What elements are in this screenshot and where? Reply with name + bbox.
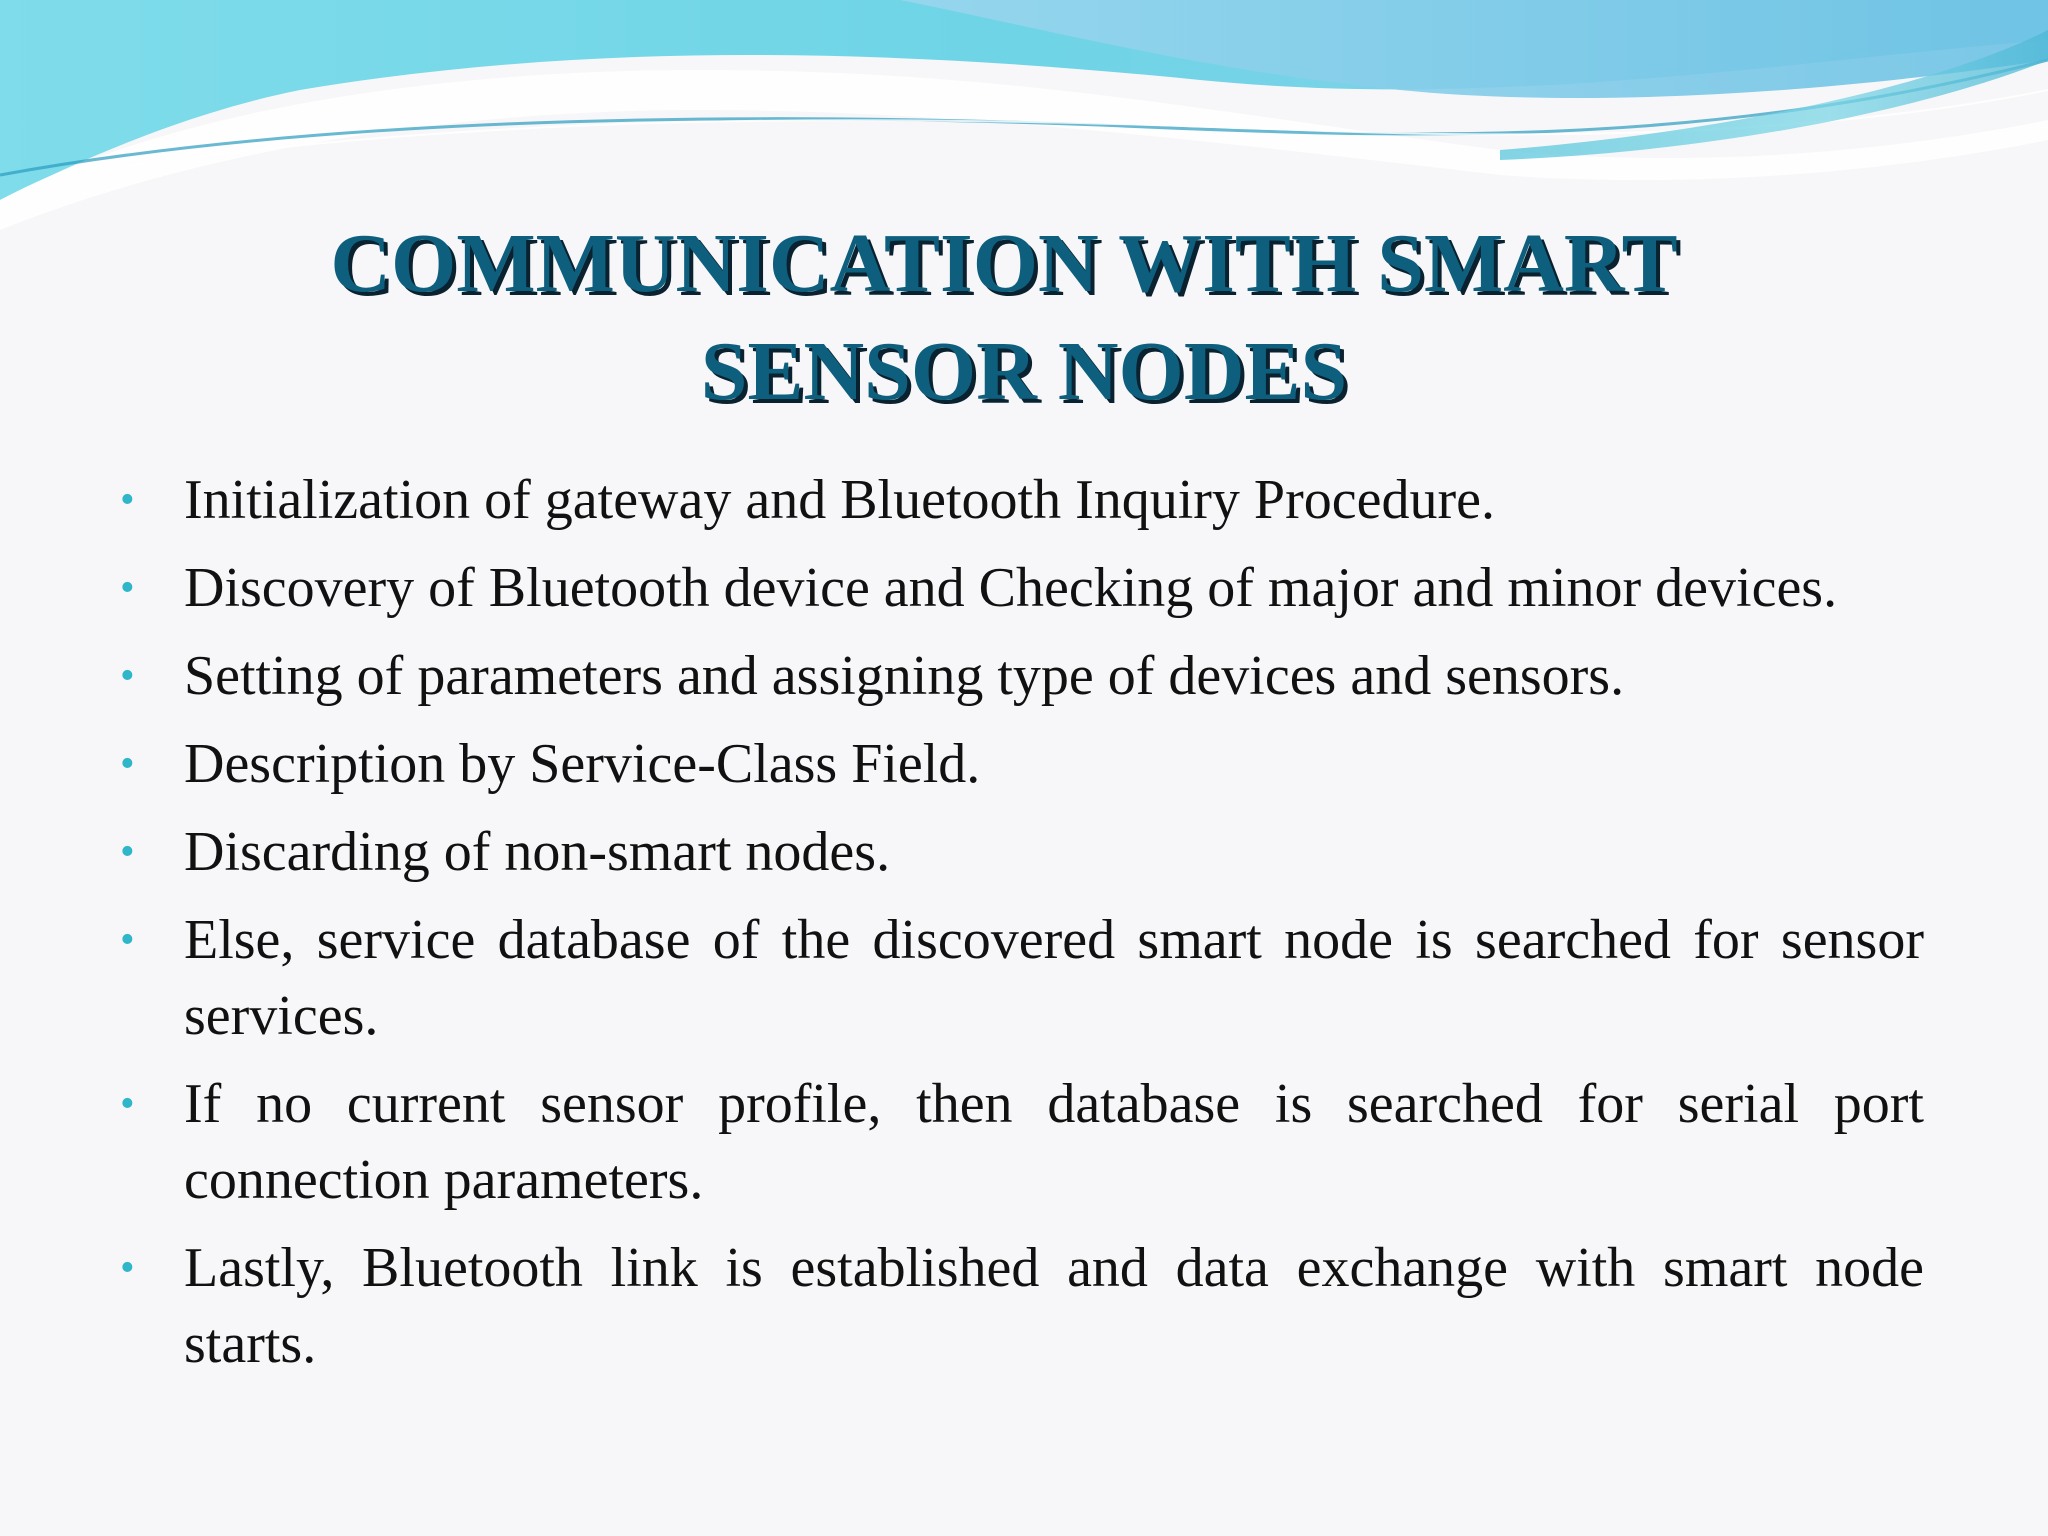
bullet-text: Description by Service-Class Field. <box>184 733 981 795</box>
wave-header-decoration <box>0 0 2048 240</box>
bullet-item <box>120 550 1924 626</box>
bullet-dot-icon: • <box>120 1245 135 1291</box>
bullet-item <box>120 1230 1924 1382</box>
bullet-item <box>120 638 1924 714</box>
bullet-item <box>120 726 1924 802</box>
bullet-text: Else, service database of the discovered smart node is searched for sensor services. <box>184 909 1924 1047</box>
bullet-dot-icon: • <box>120 477 135 523</box>
bullet-text: If no current sensor profile, then database is searched for serial port connection parameters. <box>184 1073 1924 1211</box>
bullet-dot-icon: • <box>120 741 135 787</box>
bullet-text: Discarding of non-smart nodes. <box>184 821 891 883</box>
slide-title <box>0 210 2048 426</box>
bullet-dot-icon: • <box>120 565 135 611</box>
bullet-text: Initialization of gateway and Bluetooth Inquiry Procedure. <box>184 469 1495 531</box>
bullet-item <box>120 1066 1924 1218</box>
bullet-item <box>120 902 1924 1054</box>
bullet-text: Lastly, Bluetooth link is established and data exchange with smart node starts. <box>184 1237 1924 1375</box>
bullet-list <box>120 462 1924 1394</box>
bullet-text: Setting of parameters and assigning type of devices and sensors. <box>184 645 1625 707</box>
bullet-dot-icon: • <box>120 917 135 963</box>
bullet-item <box>120 462 1924 538</box>
bullet-text: Discovery of Bluetooth device and Checking of major and minor devices. <box>184 557 1838 619</box>
bullet-item <box>120 814 1924 890</box>
slide-title-line1: COMMUNICATION WITH SMART <box>330 217 1678 310</box>
bullet-dot-icon: • <box>120 653 135 699</box>
bullet-dot-icon: • <box>120 829 135 875</box>
slide-title-line2: SENSOR NODES <box>700 325 1348 418</box>
bullet-dot-icon: • <box>120 1081 135 1127</box>
